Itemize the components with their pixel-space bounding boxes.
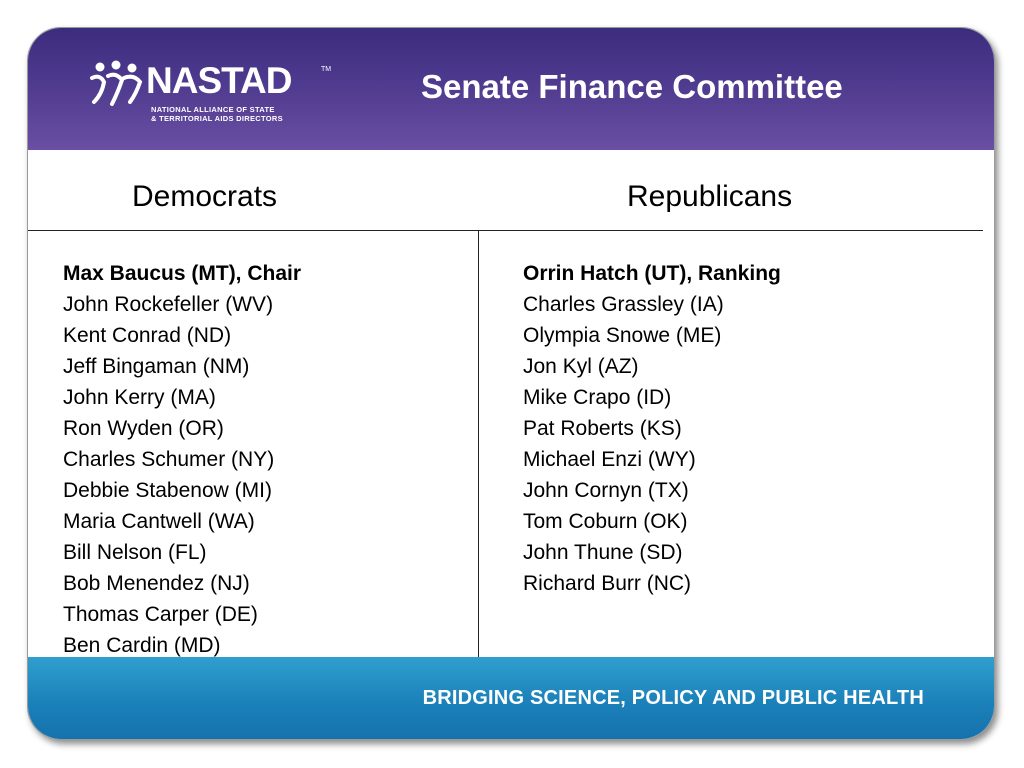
- list-item: John Cornyn (TX): [523, 479, 689, 502]
- logo-subtitle-line2: & TERRITORIAL AIDS DIRECTORS: [151, 114, 283, 123]
- list-item: Jeff Bingaman (NM): [63, 355, 250, 378]
- people-icon: [88, 60, 144, 108]
- nastad-logo: [88, 60, 332, 130]
- list-item: Pat Roberts (KS): [523, 417, 682, 440]
- list-item: Ben Cardin (MD): [63, 634, 221, 657]
- republicans-heading: Republicans: [627, 180, 793, 213]
- list-item: Olympia Snowe (ME): [523, 324, 722, 347]
- logo-wordmark: NASTAD: [146, 60, 292, 101]
- list-item: Richard Burr (NC): [523, 572, 692, 595]
- slide: [27, 27, 995, 740]
- democrats-list: [63, 258, 301, 661]
- list-item: Debbie Stabenow (MI): [63, 479, 272, 502]
- footer-tagline: BRIDGING SCIENCE, POLICY AND PUBLIC HEALTH: [422, 687, 924, 709]
- footer-banner: [28, 657, 994, 739]
- list-item: Michael Enzi (WY): [523, 448, 696, 471]
- list-item: Charles Schumer (NY): [63, 448, 275, 471]
- column-divider: [478, 231, 479, 658]
- list-item: John Rockefeller (WV): [63, 293, 274, 316]
- list-item: Thomas Carper (DE): [63, 603, 258, 626]
- list-item: Bill Nelson (FL): [63, 541, 207, 564]
- list-item: Kent Conrad (ND): [63, 324, 232, 347]
- slide-title: Senate Finance Committee: [421, 68, 843, 105]
- logo-subtitle-line1: NATIONAL ALLIANCE OF STATE: [151, 105, 275, 114]
- democrats-heading: Democrats: [132, 180, 278, 213]
- list-item: Mike Crapo (ID): [523, 386, 672, 409]
- list-item: John Kerry (MA): [63, 386, 216, 409]
- list-item: Jon Kyl (AZ): [523, 355, 639, 378]
- list-item: Charles Grassley (IA): [523, 293, 724, 316]
- republicans-list: [523, 258, 781, 599]
- list-item: Maria Cantwell (WA): [63, 510, 255, 533]
- logo-subtitle: [151, 105, 331, 123]
- list-item: Bob Menendez (NJ): [63, 572, 250, 595]
- header-banner: [28, 28, 994, 150]
- list-item: Tom Coburn (OK): [523, 510, 688, 533]
- list-item: Ron Wyden (OR): [63, 417, 224, 440]
- list-item: John Thune (SD): [523, 541, 683, 564]
- logo-trademark: TM: [321, 66, 332, 73]
- list-item: Orrin Hatch (UT), Ranking: [523, 262, 781, 285]
- list-item: Max Baucus (MT), Chair: [63, 262, 302, 285]
- table-header-divider: [27, 230, 983, 231]
